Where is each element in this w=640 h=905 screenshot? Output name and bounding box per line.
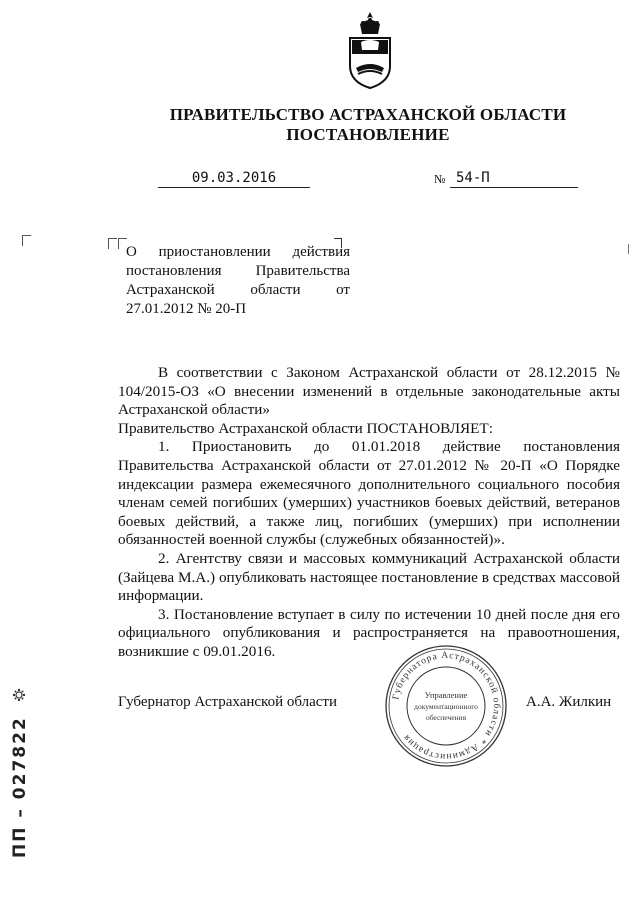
preamble-paragraph: В соответствии с Законом Астраханской области от 28.12.2015 № 104/2015-ОЗ «О внесении изменений в отдельные законодательные акты Астраханской области» [118,364,620,419]
signatory-position: Губернатор Астраханской области [118,694,338,710]
coat-of-arms-emblem [344,10,396,90]
stamp-center-line-2: документационного [414,702,478,711]
corner-mark-subject-left [108,238,117,249]
document-date: 09.03.2016 [158,170,310,188]
official-stamp [383,643,509,769]
margin-serial-stamp [4,688,34,858]
document-type: ПОСТАНОВЛЕНИЕ [286,125,450,144]
margin-serial-number: ПП – 027822 [10,716,30,858]
document-subject: О приостановлении действия постановления Правительства Астраханской области от 27.01.2012 № 20-П [126,244,350,317]
stamp-center-line-1: Управление [424,690,468,700]
signatory-name: А.А. Жилкин [526,694,612,710]
document-number: 54-П [450,170,578,188]
corner-mark-left [22,235,31,246]
number-label: № [434,172,446,186]
item-1-paragraph: 1. Приостановить до 01.01.2018 действие постановления Правительства Астраханской области от 27.01.2012 № 20-П «О Порядке индексации размера ежемесячного дополнительного социального пособия членам семей погибших (умерших) участников боевых действий, ветеранов боевых действий, а также лиц, погибших (умерших) при исполнении обязанностей военной службы (служебных обязанностей)». [118,438,620,549]
corner-mark-right-margin [628,244,629,254]
item-3-paragraph: 3. Постановление вступает в силу по истечении 10 дней после дня его официального опубликования и распространяется на правоотношения, возникшие с 09.01.2016. [118,605,620,660]
document-body [118,364,620,662]
stamp-ring-text: Губернатора Астраханской области * Администрация [391,650,502,762]
stamp-center-line-3: обеспечения [425,713,467,722]
government-title: ПРАВИТЕЛЬСТВО АСТРАХАНСКОЙ ОБЛАСТИ [169,105,567,124]
item-2-paragraph: 2. Агентству связи и массовых коммуникаций Астраханской области (Зайцева М.А.) опубликовать настоящее постановление в средствах массовой информации. [118,549,620,605]
resolution-statement: Правительство Астраханской области ПОСТАНОВЛЯЕТ: [118,419,493,437]
